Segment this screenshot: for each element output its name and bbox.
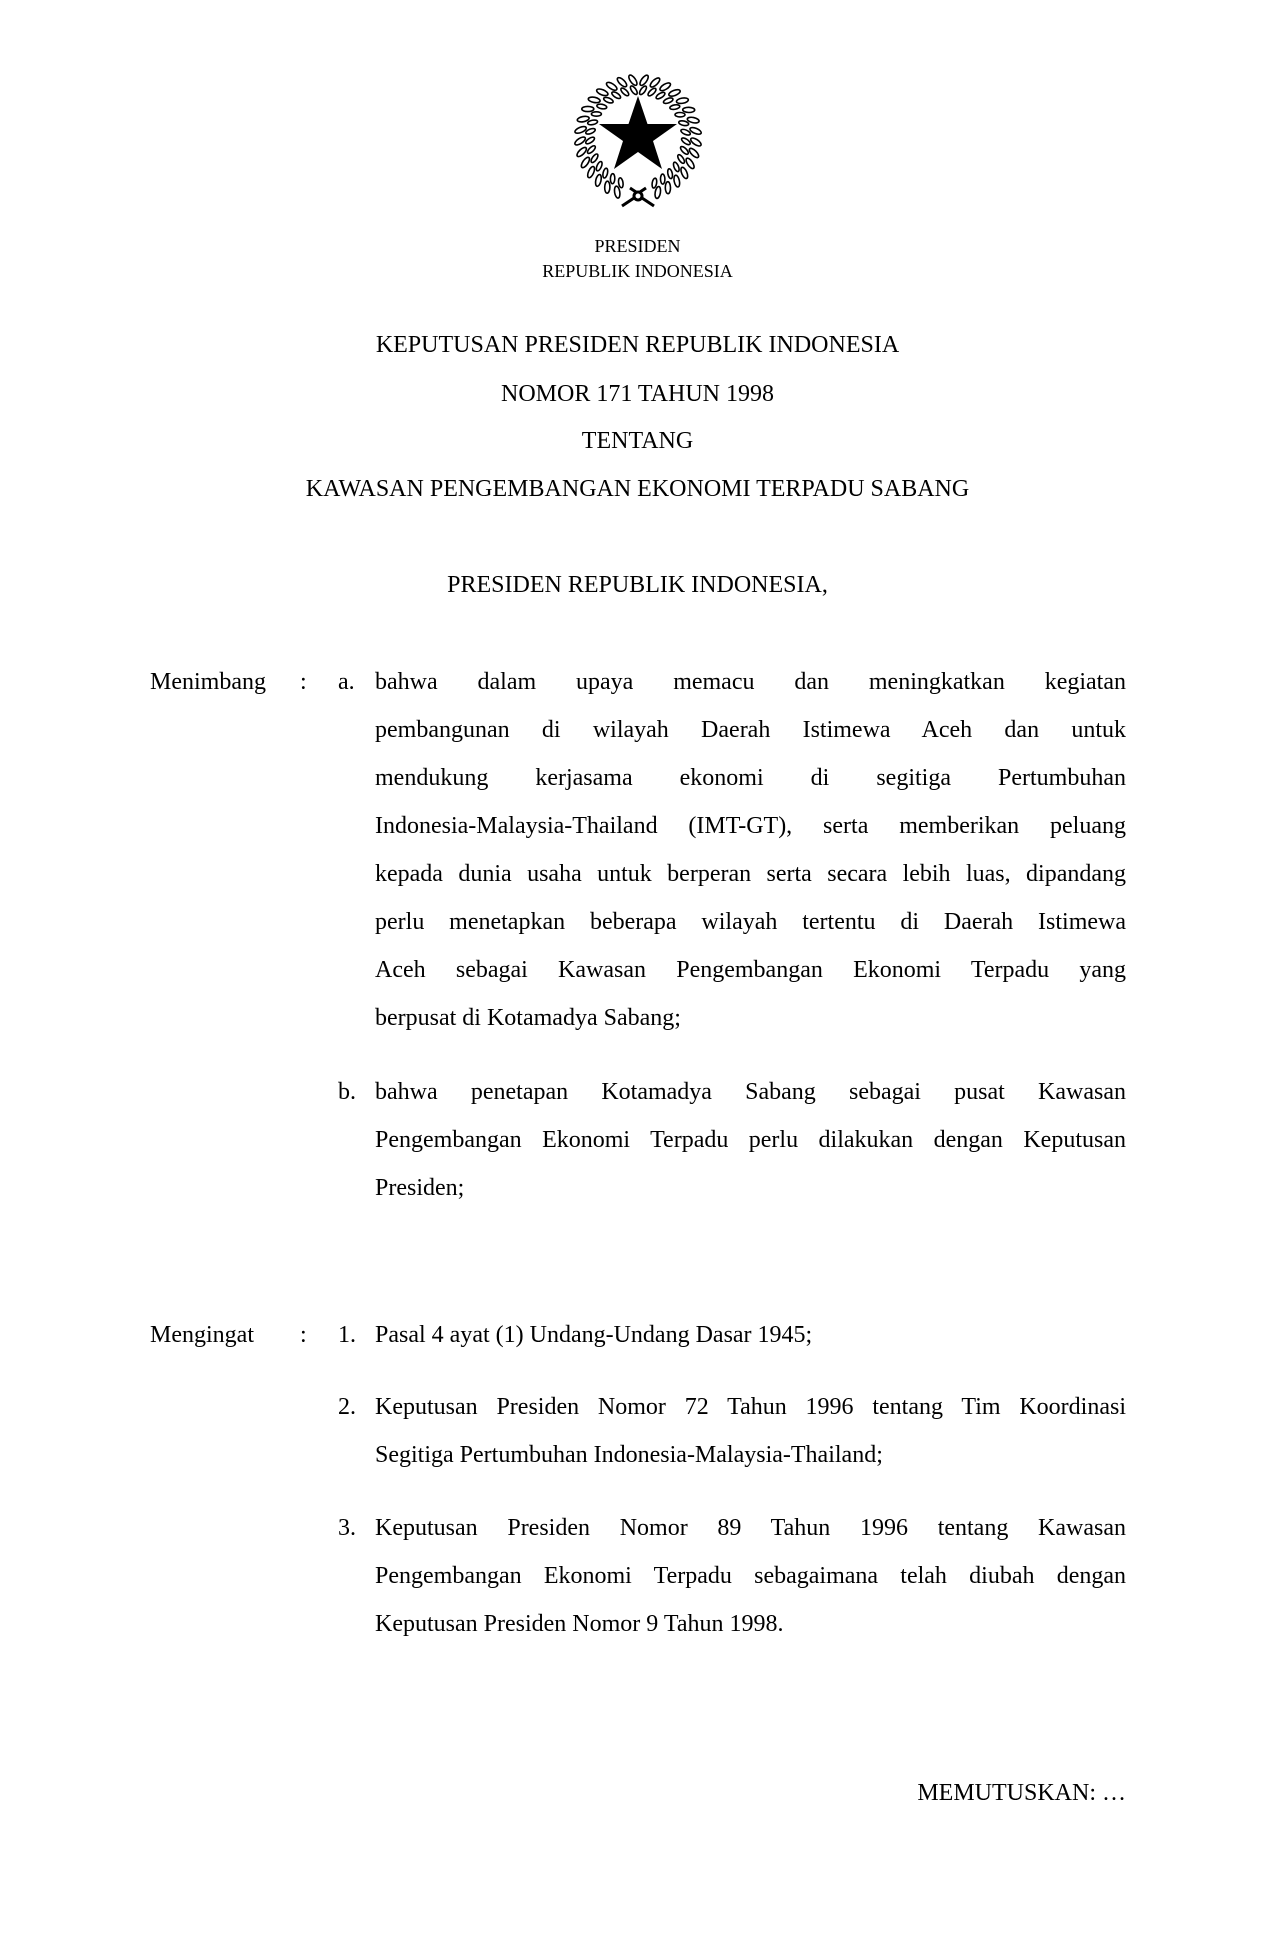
leaf-icon	[676, 97, 689, 104]
clause-line: berpusat di Kotamadya Sabang;	[375, 1005, 681, 1031]
leaf-icon	[596, 103, 607, 109]
leaf-icon	[616, 76, 628, 88]
leaf-icon	[603, 96, 614, 104]
clause-line: Pasal 4 ayat (1) Undang-Undang Dasar 1945;	[375, 1322, 813, 1348]
clause-line: Keputusan Presiden Nomor 72 Tahun 1996 tentang Tim Koordinasi	[375, 1394, 1126, 1420]
leaf-icon	[675, 112, 685, 117]
leaf-icon	[647, 87, 657, 97]
leaf-icon	[602, 168, 609, 179]
ribbon-icon	[622, 188, 654, 206]
leaf-icon	[672, 161, 680, 172]
leaf-icon	[688, 147, 700, 159]
document-title: KEPUTUSAN PRESIDEN REPUBLIK INDONESIA	[375, 332, 900, 358]
leaf-icon	[667, 168, 673, 179]
clause-line: Keputusan Presiden Nomor 89 Tahun 1996 tentang Kawasan	[375, 1515, 1126, 1541]
leaf-icon	[679, 145, 689, 155]
continuation-marker: MEMUTUSKAN: …	[917, 1780, 1126, 1806]
item-marker: 1.	[338, 1322, 356, 1348]
leaf-icon	[618, 178, 624, 189]
leaf-icon	[585, 136, 596, 145]
leaf-icon	[663, 97, 674, 105]
leaf-icon	[683, 107, 695, 112]
item-marker: 3.	[338, 1515, 356, 1541]
leaf-icon	[611, 91, 622, 100]
leaf-icon	[649, 77, 661, 89]
issuer: PRESIDEN REPUBLIK INDONESIA,	[447, 572, 828, 598]
clause-line: bahwa dalam upaya memacu dan meningkatkan kegiatan	[375, 669, 1126, 695]
leaf-icon	[681, 137, 692, 146]
leaf-icon	[660, 174, 665, 184]
clause-line: Aceh sebagai Kawasan Pengembangan Ekonomi Terpadu yang	[375, 957, 1126, 983]
clause-line: Pengembangan Ekonomi Terpadu perlu dilakukan dengan Keputusan	[375, 1127, 1126, 1153]
item-marker: a.	[338, 669, 355, 695]
leaf-icon	[629, 85, 638, 96]
clause-line: Pengembangan Ekonomi Terpadu sebagaimana telah diubah dengan	[375, 1563, 1126, 1589]
leaf-icon	[605, 81, 618, 92]
leaf-icon	[680, 166, 689, 179]
letterhead-line1: PRESIDEN	[594, 236, 681, 256]
clause-line: mendukung kerjasama ekonomi di segitiga Pertumbuhan	[375, 765, 1126, 791]
clause-line: Indonesia-Malaysia-Thailand (IMT-GT), serta memberikan peluang	[375, 813, 1126, 839]
clause-line: Keputusan Presiden Nomor 9 Tahun 1998.	[375, 1611, 784, 1637]
clause-line: bahwa penetapan Kotamadya Sabang sebagai pusat Kawasan	[375, 1079, 1126, 1105]
leaf-icon	[588, 96, 601, 103]
clause-line: Segitiga Pertumbuhan Indonesia-Malaysia-Thailand;	[375, 1442, 883, 1468]
menimbang-colon: :	[300, 669, 307, 695]
leaf-icon	[586, 145, 596, 155]
leaf-icon	[669, 104, 680, 110]
leaf-icon	[676, 154, 685, 165]
leaf-icon	[620, 87, 630, 97]
document-tentang: TENTANG	[581, 428, 694, 454]
leaf-icon	[685, 157, 696, 170]
star-icon	[599, 96, 677, 169]
item-marker: 2.	[338, 1394, 356, 1420]
leaf-icon	[655, 91, 666, 100]
letterhead-line2: REPUBLIK INDONESIA	[542, 261, 733, 281]
leaf-icon	[638, 85, 647, 96]
clause-line: perlu menetapkan beberapa wilayah tertentu di Daerah Istimewa	[375, 909, 1126, 935]
leaf-icon	[586, 166, 596, 179]
leaf-icon	[591, 112, 601, 116]
item-marker: b.	[338, 1079, 356, 1105]
leaf-icon	[638, 74, 649, 87]
leaf-icon	[665, 182, 670, 194]
leaf-icon	[689, 136, 702, 147]
leaf-icon	[580, 156, 591, 169]
clause-line: kepada dunia usaha untuk berperan serta secara lebih luas, dipandang	[375, 861, 1126, 887]
leaf-icon	[604, 181, 610, 193]
presidential-emblem	[562, 68, 714, 216]
leaf-icon	[668, 88, 681, 97]
leaf-icon	[590, 153, 599, 164]
leaf-icon	[627, 74, 638, 87]
leaf-icon	[595, 161, 603, 172]
mengingat-label: Mengingat	[150, 1322, 254, 1348]
leaf-icon	[610, 174, 615, 184]
leaf-icon	[582, 106, 594, 111]
leaf-icon	[596, 88, 609, 97]
mengingat-colon: :	[300, 1322, 307, 1348]
document-subject: KAWASAN PENGEMBANGAN EKONOMI TERPADU SABANG	[305, 476, 970, 502]
leaf-icon	[673, 175, 681, 188]
clause-line: pembangunan di wilayah Daerah Istimewa Aceh dan untuk	[375, 717, 1126, 743]
clause-line: Presiden;	[375, 1175, 465, 1201]
leaf-icon	[576, 146, 588, 158]
leaf-icon	[574, 136, 587, 147]
leaf-icon	[595, 174, 603, 187]
leaf-icon	[659, 81, 672, 92]
menimbang-label: Menimbang	[150, 669, 266, 695]
document-number: NOMOR 171 TAHUN 1998	[501, 381, 774, 407]
